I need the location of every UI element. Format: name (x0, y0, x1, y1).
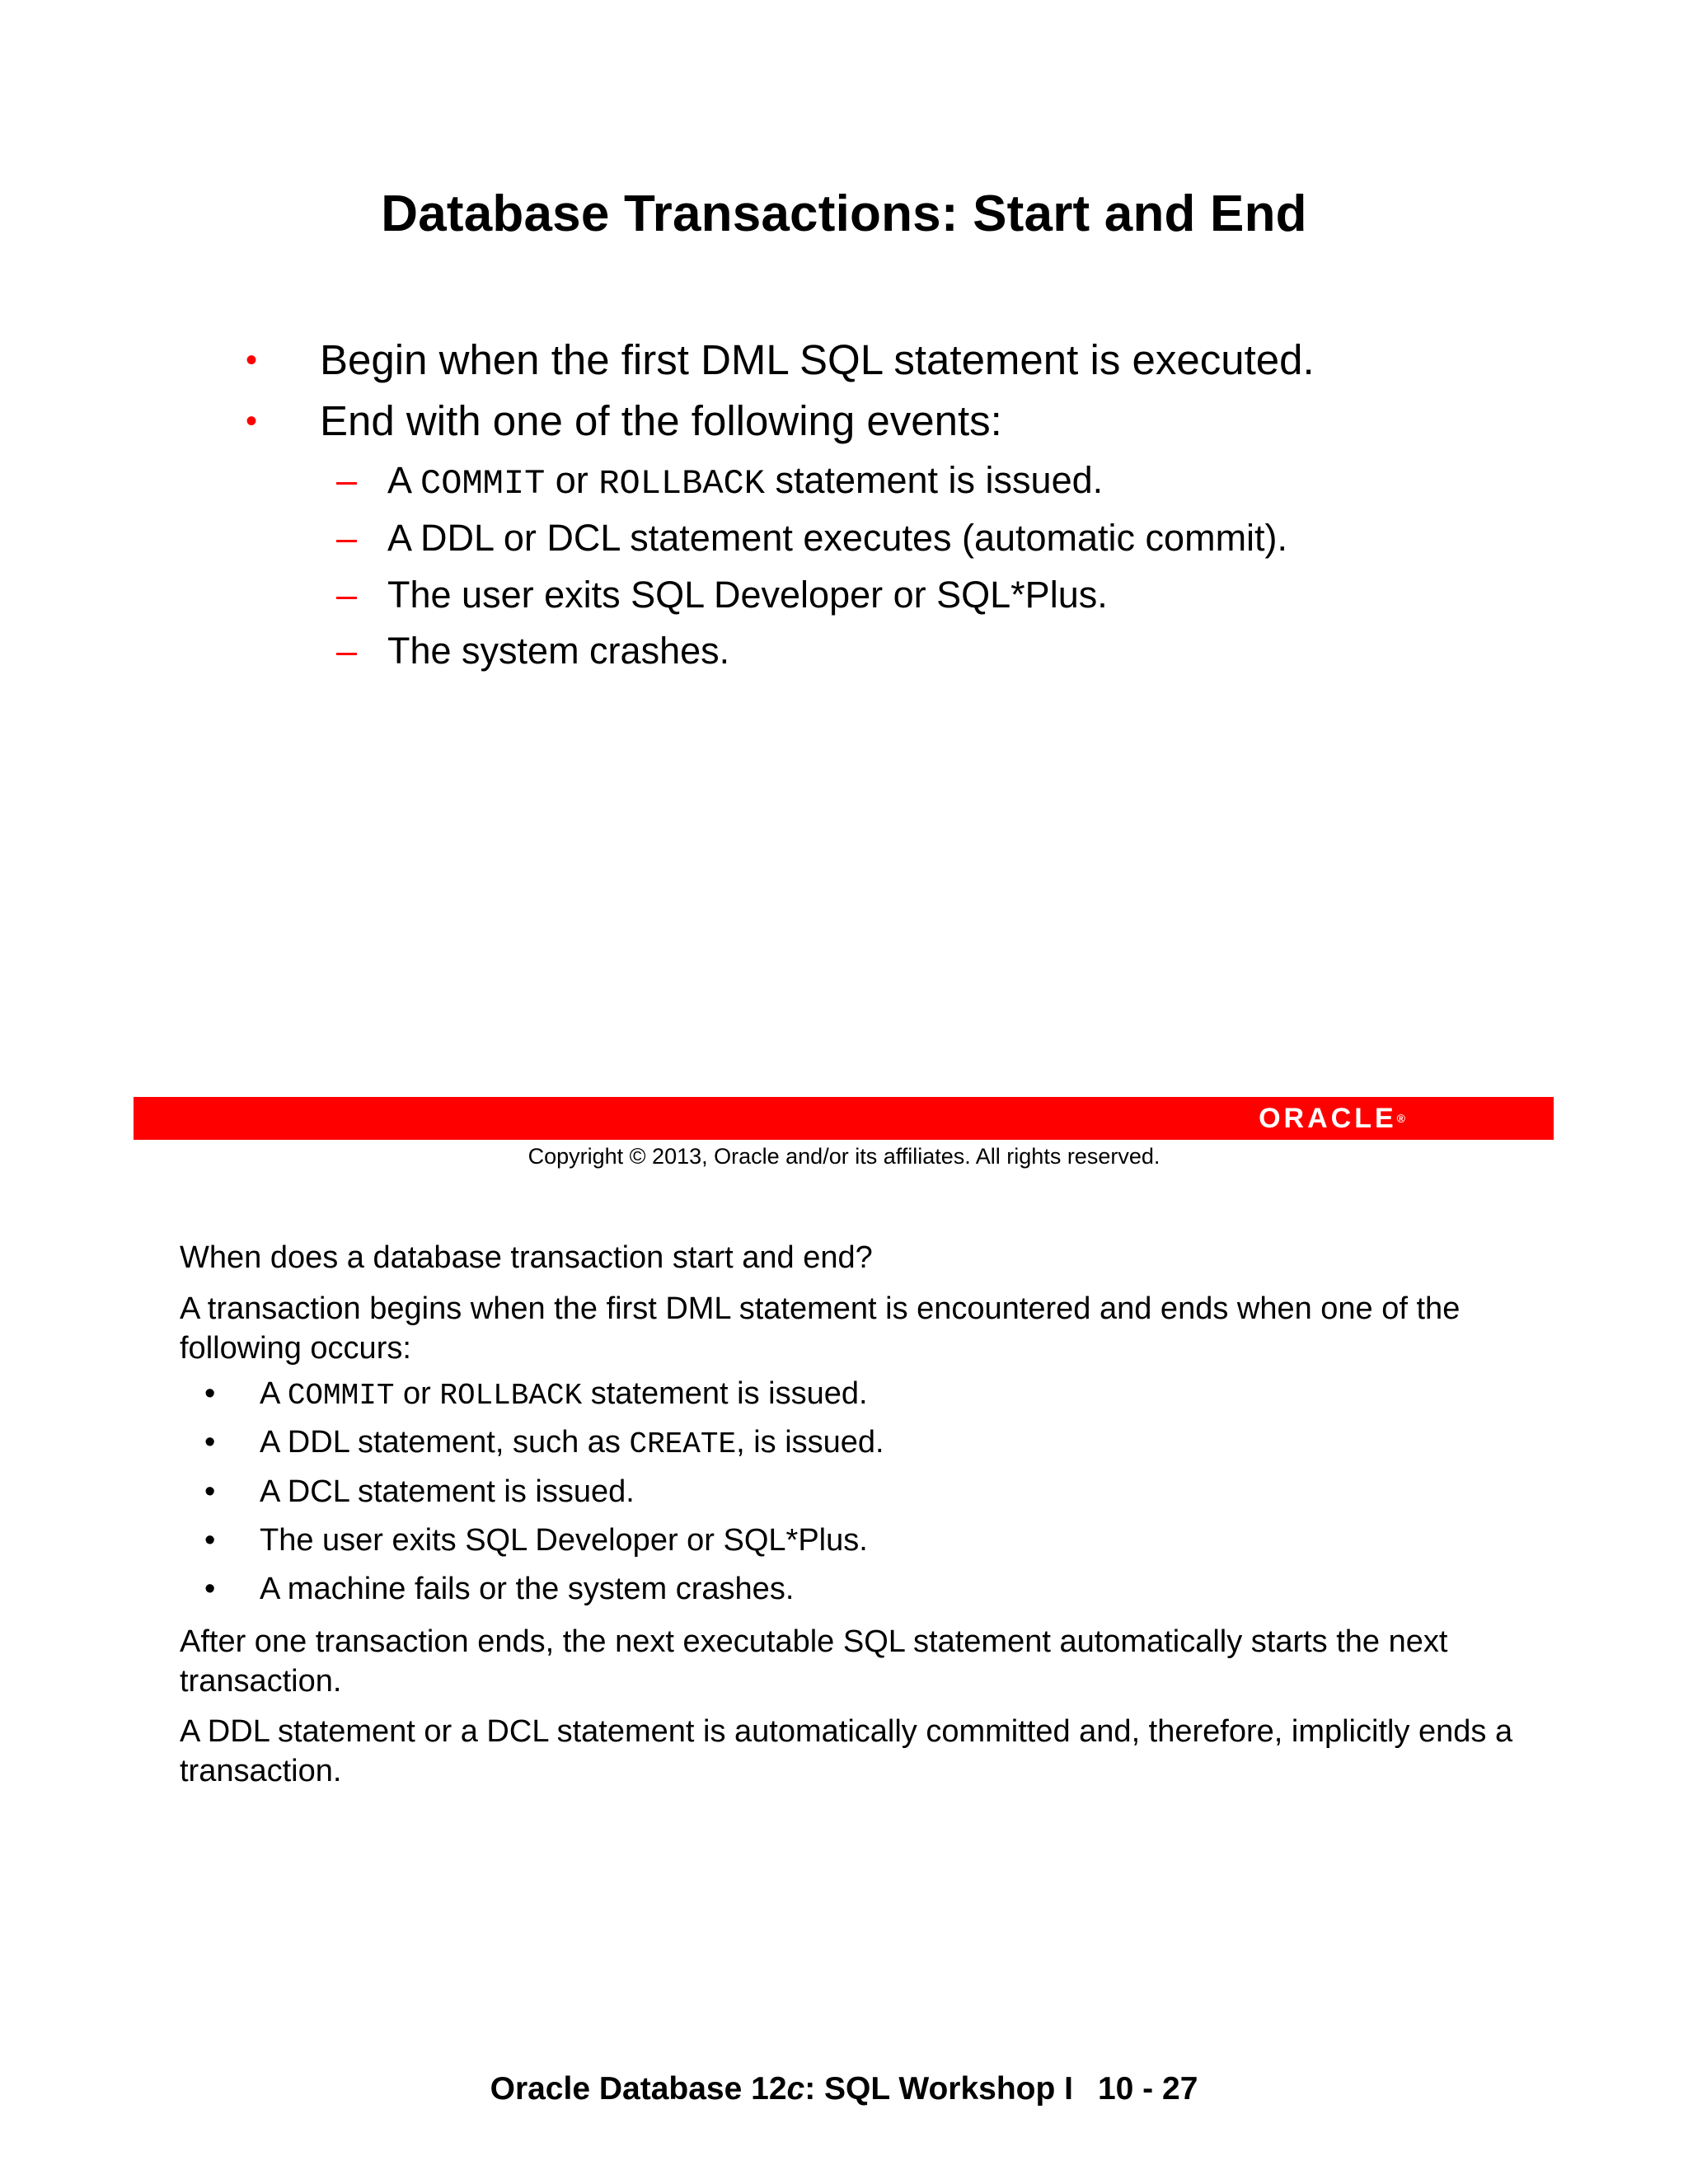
sub-bullet-marker: – (336, 630, 358, 672)
bullet-marker: • (246, 403, 258, 439)
slide-title: Database Transactions: Start and End (381, 185, 1307, 242)
text-suffix: , is issued. (736, 1425, 884, 1460)
notes-ddl-dcl-commit: A DDL statement or a DCL statement is automatically committed and, therefore, implicitly ends a transaction. (180, 1714, 1513, 1788)
oracle-logo-text: ORACLE (1259, 1103, 1397, 1134)
code-commit: COMMIT (420, 464, 546, 504)
bullet-marker: • (204, 1572, 216, 1606)
notes-item-text: The user exits SQL Developer or SQL*Plus. (260, 1523, 868, 1558)
sub-bullet-text: A DDL or DCL statement executes (automatic commit). (387, 517, 1288, 559)
footer-course-part1: Oracle Database 12 (490, 2071, 787, 2107)
page-number: 10 - 27 (1097, 2071, 1198, 2107)
registered-mark: ® (1396, 1112, 1405, 1125)
sub-bullet-text: The system crashes. (387, 630, 730, 672)
notes-intro: A transaction begins when the first DML statement is encountered and ends when one of the following occurs: (180, 1291, 1461, 1366)
code-create: CREATE (629, 1427, 737, 1461)
bullet-marker: • (204, 1474, 216, 1509)
sub-bullet-marker: – (336, 517, 358, 559)
bullet-marker: • (204, 1523, 216, 1558)
sub-bullet-text: The user exits SQL Developer or SQL*Plus. (387, 574, 1108, 616)
footer-bar (134, 1097, 1554, 1140)
code-rollback: ROLLBACK (598, 464, 765, 504)
code-commit: COMMIT (287, 1379, 395, 1413)
notes-question: When does a database transaction start and end? (180, 1240, 873, 1275)
bullet-marker: • (246, 342, 258, 378)
text-prefix: A (387, 459, 421, 501)
text-prefix: A (260, 1376, 288, 1411)
code-rollback: ROLLBACK (439, 1379, 583, 1413)
footer-course-part2: : SQL Workshop I (804, 2071, 1073, 2107)
notes-after-end: After one transaction ends, the next executable SQL statement automatically starts the next transaction. (180, 1624, 1448, 1699)
notes-item-text: A machine fails or the system crashes. (260, 1572, 795, 1606)
sub-bullet-marker: – (336, 459, 358, 501)
sub-bullet-marker: – (336, 574, 358, 616)
text-middle: or (545, 459, 599, 501)
footer-course-italic: c (786, 2071, 805, 2107)
page-footer (0, 2069, 1688, 2110)
copyright: Copyright © 2013, Oracle and/or its affiliates. All rights reserved. (528, 1144, 1160, 1169)
text-suffix: statement is issued. (582, 1376, 868, 1411)
bullet-marker: • (204, 1425, 216, 1460)
bullet-text: End with one of the following events: (320, 397, 1002, 444)
oracle-logo (1259, 1100, 1405, 1137)
notes-item-text (260, 1370, 868, 1420)
bullet-text: Begin when the first DML SQL statement is executed. (320, 336, 1315, 383)
text-prefix: A DDL statement, such as (260, 1425, 630, 1460)
bullet-marker: • (204, 1376, 216, 1411)
text-suffix: statement is issued. (764, 459, 1104, 501)
text-middle: or (394, 1376, 440, 1411)
sub-bullet-text (387, 453, 1103, 511)
notes-item-text (260, 1418, 884, 1469)
notes-item-text: A DCL statement is issued. (260, 1474, 635, 1509)
